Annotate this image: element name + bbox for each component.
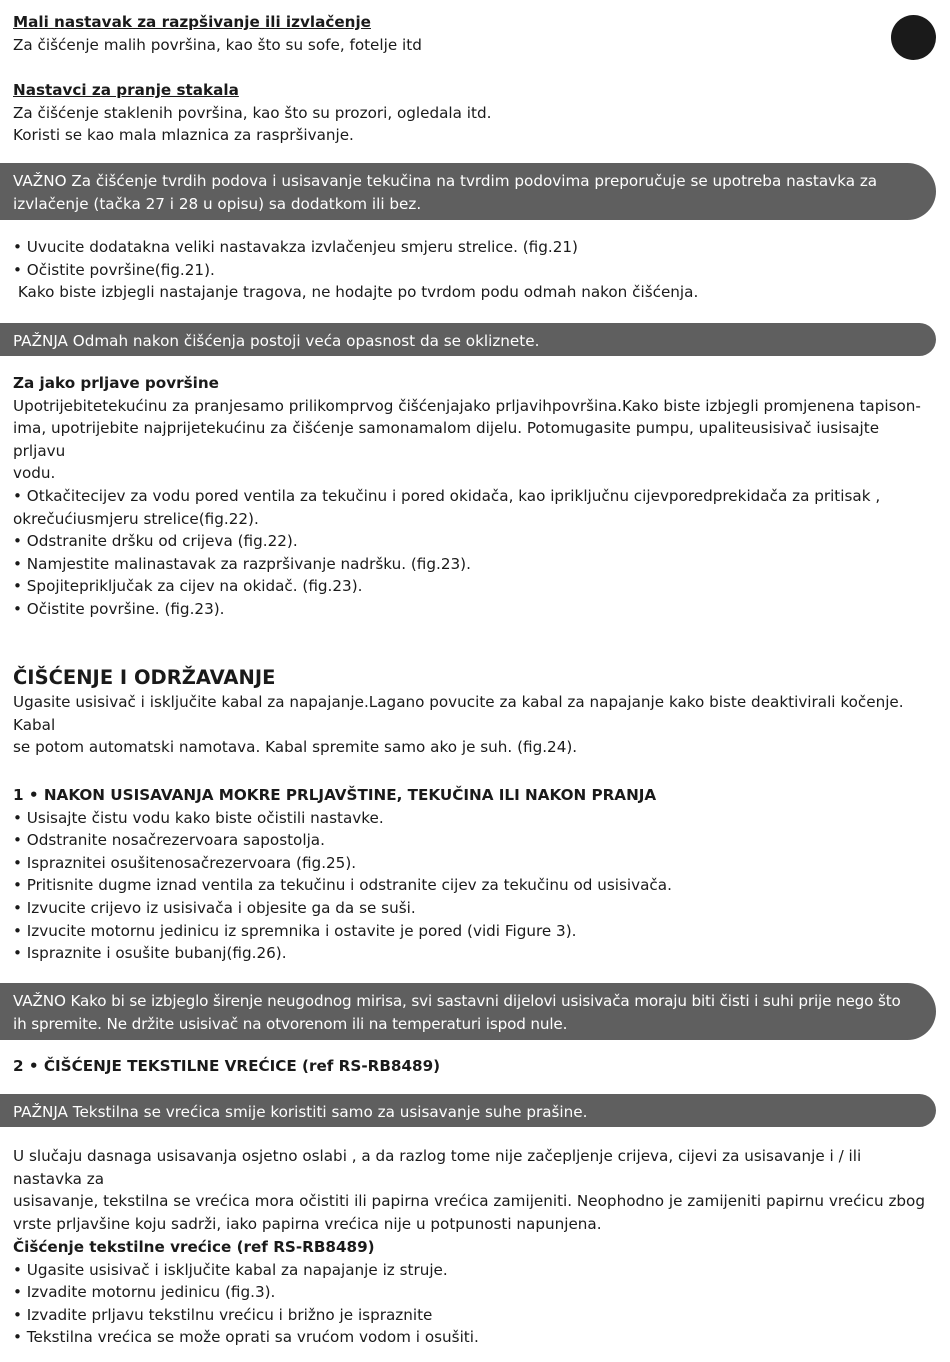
very-dirty-line: Upotrijebitetekućinu za pranjesamo prilikomprvog čišćenjajako prljavihpovršina.Kako biste izbjegli promjenena tapison- xyxy=(13,396,921,415)
step-item: • Ispraznitei osušitenosačrezervoara (fig.25). xyxy=(13,853,357,872)
notice-warning-dry-dust xyxy=(0,1094,936,1127)
section-very-dirty xyxy=(13,372,928,485)
textile-bag-cleaning-heading: Čišćenje tekstilne vrećice (ref RS-RB8489) xyxy=(13,1238,375,1256)
step-item: • Očistite površine. (fig.23). xyxy=(13,599,225,618)
section-glass-nozzle xyxy=(13,79,928,147)
notice-line: ih spremite. Ne držite usisivač na otvorenom ili na temperaturi ispod nule. xyxy=(13,1014,568,1033)
step-item: • Spojitepriključak za cijev na okidač. (fig.23). xyxy=(13,577,363,596)
very-dirty-heading: Za jako prljave površine xyxy=(13,374,219,392)
section-after-wet-vacuuming xyxy=(13,784,928,965)
step-item: • Ispraznite i osušite bubanj(fig.26). xyxy=(13,944,287,963)
cleaning-maintenance-line: Ugasite usisivač i isključite kabal za napajanje.Lagano povucite za kabal za napajanje kako biste deaktivirali kočenje. Kabal xyxy=(13,693,904,734)
step-item: • Otkačitecijev za vodu pored ventila za tekučinu i pored okidača, kao ipriključnu cijevporedprekidača za pritisak , xyxy=(13,487,881,505)
spray-nozzle-text: Za čišćenje malih površina, kao što su sofe, fotelje itd xyxy=(13,35,422,54)
step-item: • Namjestite malinastavak za razpršivanje nadršku. (fig.23). xyxy=(13,554,471,573)
textile-bag-heading: 2 • ČIŠĆENJE TEKSTILNE VREĆICE (ref RS-RB8489) xyxy=(13,1057,441,1075)
step-item: • Ugasite usisivač i isključite kabal za napajanje iz struje. xyxy=(13,1260,448,1279)
glass-nozzle-line: Za čišćenje staklenih površina, kao što su prozori, ogledala itd. xyxy=(13,103,492,122)
step-item: • Izvadite motornu jedinicu (fig.3). xyxy=(13,1283,276,1302)
step-item: • Odstranite nosačrezervoara sapostolja. xyxy=(13,831,325,850)
steps-spray-setup xyxy=(13,485,928,621)
notice-important-hard-floors xyxy=(0,163,936,220)
step-item: okrečućiusmjeru strelice(fig.22). xyxy=(13,509,259,528)
step-item: • Izvadite prljavu tekstilnu vrećicu i brižno je ispraznite xyxy=(13,1305,433,1324)
step-item: • Odstranite dršku od crijeva (fig.22). xyxy=(13,532,298,551)
notice-line: VAŽNO Za čišćenje tvrdih podova i usisavanje tekučina na tvrdim podovima preporučuje se upotreba nastavka za xyxy=(13,172,878,190)
section-spray-nozzle xyxy=(13,11,928,56)
step-item: • Izvucite crijevo iz usisivača i objesite ga da se suši. xyxy=(13,898,416,917)
steps-hard-floor xyxy=(13,236,928,304)
section-textile-bag-cleaning xyxy=(13,1236,928,1349)
step-item: • Izvucite motornu jedinicu iz spremnika i ostavite je pored (vidi Figure 3). xyxy=(13,921,577,940)
cleaning-maintenance-heading: ČIŠĆENJE I ODRŽAVANJE xyxy=(13,666,276,689)
very-dirty-line: vodu. xyxy=(13,464,56,483)
spray-nozzle-heading: Mali nastavak za razpšivanje ili izvlačenje xyxy=(13,13,371,31)
notice-important-odour xyxy=(0,983,936,1040)
notice-line: izvlačenje (tačka 27 i 28 u opisu) sa dodatkom ili bez. xyxy=(13,194,422,213)
step-item: • Usisajte čistu vodu kako biste očistili nastavke. xyxy=(13,808,384,827)
very-dirty-line: ima, upotrijebite najprijetekućinu za čišćenje samonamalom dijelu. Potomugasite pumpu, upaliteusisivač iusisajte prljavu xyxy=(13,419,880,460)
notice-line: PAŽNJA Odmah nakon čišćenja postoji veća opasnost da se okliznete. xyxy=(13,332,540,350)
notice-line: VAŽNO Kako bi se izbjeglo širenje neugodnog mirisa, svi sastavni dijelovi usisivača moraju biti čisti i suhi prije nego što xyxy=(13,992,901,1010)
step-item: • Uvucite dodatakna veliki nastavakza izvlačenjeu smjeru strelice. (fig.21) xyxy=(13,238,578,256)
paragraph-textile-bag xyxy=(13,1145,928,1235)
glass-nozzle-heading: Nastavci za pranje stakala xyxy=(13,81,239,99)
textile-bag-line: usisavanje, tekstilna se vrećica mora očistiti ili papirna vrećica zamijeniti. Neophodno je zamijeniti papirnu vrećicu zbog xyxy=(13,1192,925,1211)
cleaning-maintenance-line: se potom automatski namotava. Kabal spremite samo ako je suh. (fig.24). xyxy=(13,738,578,757)
step-item: • Pritisnite dugme iznad ventila za tekučinu i odstranite cijev za tekučinu od usisivača. xyxy=(13,876,672,895)
after-wet-heading: 1 • NAKON USISAVANJA MOKRE PRLJAVŠTINE, TEKUČINA ILI NAKON PRANJA xyxy=(13,786,657,804)
section-cleaning-maintenance xyxy=(13,665,928,759)
textile-bag-line: U slučaju dasnaga usisavanja osjetno oslabi , a da razlog tome nije začepljenje crijeva, cijevi za usisavanje i / ili nastavka za xyxy=(13,1147,862,1188)
step-item: • Očistite površine(fig.21). xyxy=(13,260,215,279)
step-item: • Tekstilna vrećica se može oprati sa vrućom vodom i osušiti. xyxy=(13,1328,479,1347)
notice-warning-slippery xyxy=(0,323,936,356)
step-item: Kako biste izbjegli nastajanje tragova, ne hodajte po tvrdom podu odmah nakon čišćenja. xyxy=(13,283,699,302)
section-textile-bag xyxy=(13,1055,928,1078)
textile-bag-line: vrste prljavšine koju sadrži, iako papirna vrećica nije u potpunosti napunjena. xyxy=(13,1214,602,1233)
notice-line: PAŽNJA Tekstilna se vrećica smije koristiti samo za usisavanje suhe prašine. xyxy=(13,1103,588,1121)
glass-nozzle-line: Koristi se kao mala mlaznica za raspršivanje. xyxy=(13,126,354,145)
